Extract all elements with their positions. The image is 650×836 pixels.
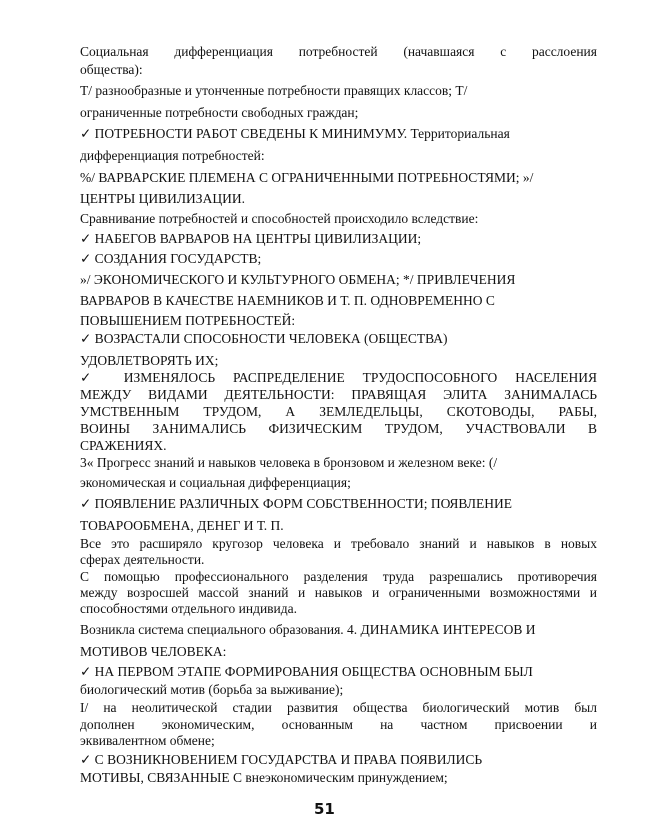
text-line: дополнен экономическим, основанным на частном присвоении и (80, 717, 597, 732)
text-line: ВОИНЫ ЗАНИМАЛИСЬ ФИЗИЧЕСКИМ ТРУДОМ, УЧАСТВОВАЛИ В (80, 421, 597, 436)
text-line: ✓ СОЗДАНИЯ ГОСУДАРСТВ; (80, 251, 262, 266)
text-line: способностями отдельного индивида. (80, 601, 298, 616)
text-line: Социальная дифференциация потребностей (начавшаяся с расслоения (80, 44, 597, 59)
text-line: ВАРВАРОВ В КАЧЕСТВЕ НАЕМНИКОВ И Т. П. ОДНОВРЕМЕННО С (80, 293, 495, 308)
text-line: МЕЖДУ ВИДАМИ ДЕЯТЕЛЬНОСТИ: ПРАВЯЩАЯ ЭЛИТА ЗАНИМАЛАСЬ (80, 387, 597, 402)
text-line: ✓ ИЗМЕНЯЛОСЬ РАСПРЕДЕЛЕНИЕ ТРУДОСПОСОБНОГО НАСЕЛЕНИЯ (80, 370, 597, 385)
text-line: ✓ ВОЗРАСТАЛИ СПОСОБНОСТИ ЧЕЛОВЕКА (ОБЩЕСТВА) (80, 331, 448, 346)
text-line: С помощью профессионального разделения труда разрешались противоречия (80, 569, 597, 584)
text-line: биологический мотив (борьба за выживание); (80, 682, 344, 697)
text-line: »/ ЭКОНОМИЧЕСКОГО И КУЛЬТУРНОГО ОБМЕНА; */ ПРИВЛЕЧЕНИЯ (80, 272, 516, 287)
text-line: ✓ ПОЯВЛЕНИЕ РАЗЛИЧНЫХ ФОРМ СОБСТВЕННОСТИ; ПОЯВЛЕНИЕ (80, 496, 513, 511)
text-line: МОТИВОВ ЧЕЛОВЕКА: (80, 644, 227, 659)
text-line: ✓ НА ПЕРВОМ ЭТАПЕ ФОРМИРОВАНИЯ ОБЩЕСТВА ОСНОВНЫМ БЫЛ (80, 664, 533, 679)
text-line: ✓ НАБЕГОВ ВАРВАРОВ НА ЦЕНТРЫ ЦИВИЛИЗАЦИИ; (80, 231, 422, 246)
text-line: Сравнивание потребностей и способностей происходило вследствие: (80, 211, 479, 226)
page-number: 51 (314, 800, 335, 818)
text-line: экономическая и социальная дифференциация; (80, 475, 351, 490)
text-line: Возникла система специального образования. 4. ДИНАМИКА ИНТЕРЕСОВ И (80, 622, 536, 637)
text-line: ЦЕНТРЫ ЦИВИЛИЗАЦИИ. (80, 191, 245, 206)
text-line: Т/ разнообразные и утонченные потребности правящих классов; Т/ (80, 83, 468, 98)
text-line: сферах деятельности. (80, 552, 205, 567)
text-line: 3« Прогресс знаний и навыков человека в бронзовом и железном веке: (/ (80, 455, 498, 470)
text-line: эквивалентном обмене; (80, 733, 215, 748)
text-line: УМСТВЕННЫМ ТРУДОМ, А ЗЕМЛЕДЕЛЬЦЫ, СКОТОВОДЫ, РАБЫ, (80, 404, 597, 419)
text-line: %/ ВАРВАРСКИЕ ПЛЕМЕНА С ОГРАНИЧЕННЫМИ ПОТРЕБНОСТЯМИ; »/ (80, 170, 534, 185)
text-line: МОТИВЫ, СВЯЗАННЫЕ С внеэкономическим принуждением; (80, 770, 448, 785)
text-line: ✓ С ВОЗНИКНОВЕНИЕМ ГОСУДАРСТВА И ПРАВА ПОЯВИЛИСЬ (80, 752, 483, 767)
text-line: дифференциация потребностей: (80, 148, 265, 163)
text-line: между возросшей массой знаний и навыков и ограниченными возможностями и (80, 585, 597, 600)
text-line: СРАЖЕНИЯХ. (80, 438, 167, 453)
text-line: I/ на неолитической стадии развития общества биологический мотив был (80, 700, 597, 715)
text-line: УДОВЛЕТВОРЯТЬ ИХ; (80, 353, 219, 368)
text-line: ПОВЫШЕНИЕМ ПОТРЕБНОСТЕЙ: (80, 313, 296, 328)
text-line: Все это расширяло кругозор человека и требовало знаний и навыков в новых (80, 536, 597, 551)
text-line: ТОВАРООБМЕНА, ДЕНЕГ И Т. П. (80, 518, 284, 533)
text-line: общества): (80, 62, 143, 77)
text-line: ограниченные потребности свободных граждан; (80, 105, 359, 120)
text-line: ✓ ПОТРЕБНОСТИ РАБОТ СВЕДЕНЫ К МИНИМУМУ. Территориальная (80, 126, 510, 141)
